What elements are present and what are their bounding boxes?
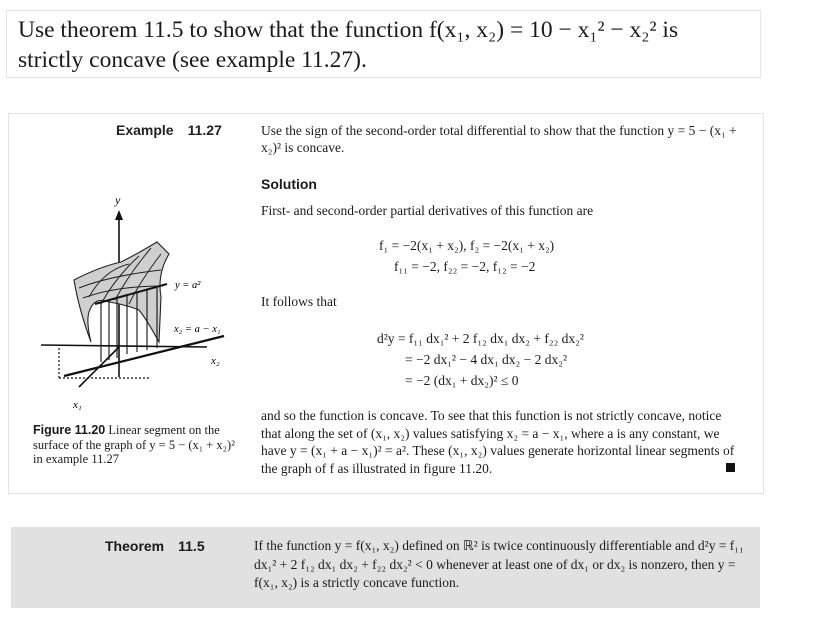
equation-line-1: d²y = f₁₁ dx₁² + 2 f₁₂ dx₁ dx₂ + f₂₂ dx₂²: [377, 331, 584, 346]
conclusion-text: and so the function is concave. To see that this function is not strictly concave, notice that along the set of (x₁, x₂) values satisfying x₂ = a − x₁, where a is any constant, we have y = (x₁ + a − x₁)² = a². These (x₁, x₂) values generate horizontal linear segments of the graph of f as illustrated in figure 11.20.: [261, 408, 735, 476]
theorem-label-word: Theorem: [105, 538, 165, 554]
x2-axis-label: x₂: [211, 355, 220, 367]
solution-heading: Solution: [261, 176, 317, 192]
surface-patch: [74, 242, 169, 342]
solution-intro: First- and second-order partial derivatives of this function are: [261, 203, 594, 218]
example-statement: Use the sign of the second-order total differential to show that the function y = 5 − (x₁ + x₂)² is concave.: [261, 123, 737, 155]
line-label: x₂ = a − x₁: [174, 324, 221, 335]
question-line-1: Use theorem 11.5 to show that the function f(x₁, x₂) = 10 − x₁² − x₂² is: [18, 17, 679, 43]
y-axis-arrow-icon: [115, 210, 123, 220]
theorem-number: 11.5: [178, 538, 205, 554]
example-label-word: Example: [116, 122, 174, 138]
equation-line-2: = −2 dx₁² − 4 dx₁ dx₂ − 2 dx₂²: [405, 352, 567, 367]
exercise-question: [6, 10, 761, 78]
figure-caption: [33, 423, 243, 467]
example-label: [116, 122, 222, 138]
derivatives-first-order: f₁ = −2(x₁ + x₂), f₂ = −2(x₁ + x₂): [379, 238, 555, 253]
figure-caption-text: Linear segment on the surface of the graph of y = 5 − (x₁ + x₂)² in example 11.27: [33, 423, 235, 466]
follows-text: It follows that: [261, 294, 337, 309]
line-x2-equals-a-minus-x1: [64, 336, 224, 376]
figure-11-20-graph: [29, 192, 244, 412]
theorem-box: [11, 527, 760, 608]
figure-caption-label: Figure 11.20: [33, 423, 106, 437]
question-line-2: strictly concave (see example 11.27).: [18, 47, 367, 73]
x1-axis-label: x₁: [73, 399, 82, 411]
derivatives-second-order: f₁₁ = −2, f₂₂ = −2, f₁₂ = −2: [394, 259, 536, 274]
plane-label: y = a²: [175, 280, 201, 291]
equation-line-3: = −2 (dx₁ + dx₂)² ≤ 0: [405, 373, 519, 388]
theorem-label: [105, 538, 205, 554]
y-axis-label: y: [115, 193, 121, 207]
example-box: [8, 113, 764, 494]
qed-square-icon: [726, 463, 735, 472]
theorem-text: If the function y = f(x₁, x₂) defined on ℝ² is twice continuously differentiable and d²y = f₁₁ dx₁² + 2 f₁₂ dx₁ dx₂ + f₂₂ dx₂² < 0 whenever at least one of dx₁ or dx₂ is nonzero, then y = f(x₁, x₂) is a strictly concave function.: [254, 538, 744, 590]
example-number: 11.27: [187, 122, 222, 138]
